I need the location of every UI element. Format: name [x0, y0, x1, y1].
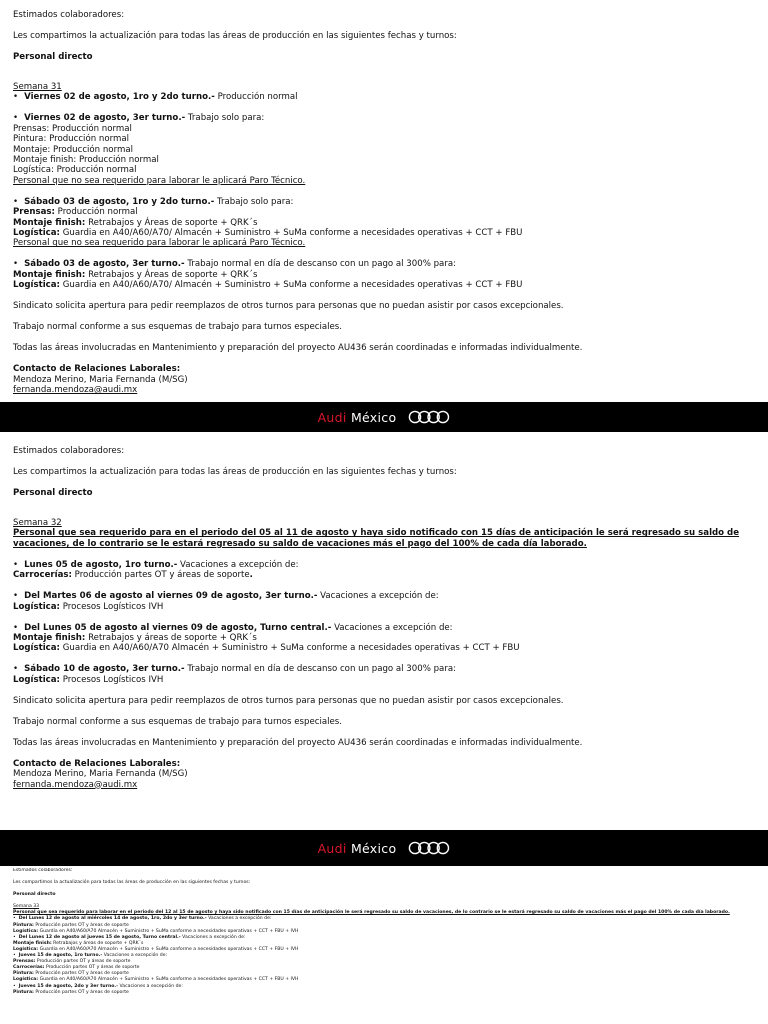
intro: Les compartimos la actualización para todas las áreas de producción en las siguientes fechas y turnos: — [13, 880, 251, 886]
note-line: Personal que no sea requerido para laborar le aplicará Paro Técnico. — [13, 238, 306, 249]
contact-title: Contacto de Relaciones Laborales: — [13, 364, 181, 375]
area-line: Logística: Guardia en A40/A60/A70 Almacén + Suministro + SuMa conforme a necesidades operativas + CCT + FBU — [13, 643, 520, 654]
bullet-item: • Jueves 15 de agosto, 2do y 3er turno.- Vacaciones a excepción de: — [13, 983, 183, 989]
bullet-icon: • — [13, 622, 19, 633]
area-line: Carrocerías: Producción partes OT y áreas de soporte. — [13, 570, 253, 581]
area-line: Montaje: Producción normal — [13, 144, 133, 155]
audi-rings-icon — [408, 410, 450, 424]
bullet-icon: • — [13, 983, 16, 989]
bullet-item: • Del Lunes 12 de agosto al jueves 15 de agosto, Turno central.- Vacaciones a excepción de: — [13, 934, 246, 940]
area-line: Prensas: Producción partes OT y áreas de soporte — [13, 959, 131, 965]
contact-email-link[interactable]: fernanda.mendoza@audi.mx — [13, 385, 138, 396]
week-label: Semana 33 — [13, 904, 40, 910]
bullet-item: • Jueves 15 de agosto, 1ro turno.- Vacaciones a excepción de: — [13, 953, 168, 959]
announcement-week-33 — [13, 868, 758, 1024]
area-line: Logística: Procesos Logísticos IVH — [13, 601, 164, 612]
audi-rings-icon — [408, 841, 450, 855]
bullet-item: • Viernes 02 de agosto, 3er turno.- Trabajo solo para: — [13, 113, 265, 124]
bullet-item: • Sábado 03 de agosto, 3er turno.- Trabajo normal en día de descanso con un pago al 300% para: — [13, 259, 457, 270]
paragraph: Sindicato solicita apertura para pedir reemplazos de otros turnos para personas que no puedan asistir por casos excepcionales. — [13, 695, 564, 706]
brand-wordmark: Audi México — [317, 409, 397, 425]
announcement-week-31 — [13, 10, 758, 396]
week-label: Semana 31 — [13, 82, 62, 92]
paragraph: Trabajo normal conforme a sus esquemas de trabajo para turnos especiales. — [13, 322, 343, 333]
audi-mexico-banner — [0, 402, 768, 432]
bullet-icon: • — [13, 591, 19, 602]
vacation-notice: Personal que sea requerido para en el periodo del 05 al 11 de agosto y haya sido notificado con 15 días de anticipación le será regresado su saldo de vacaciones, de lo contrario se le estará regresado su saldo de vacaciones más el pago del 100% de cada día laborado. — [13, 528, 740, 549]
area-line: Pintura: Producción normal — [13, 134, 129, 145]
note-line: Personal que no sea requerido para laborar le aplicará Paro Técnico. — [13, 175, 306, 186]
area-line: Logística: Guardia en A40/A60/A70 Almacén + Suministro + SuMa conforme a necesidades operativas + CCT + FBU + IVH — [13, 946, 299, 952]
area-line: Montaje finish: Retrabajos y áreas de soporte + QRK´s — [13, 633, 257, 644]
contact-title: Contacto de Relaciones Laborales: — [13, 758, 181, 769]
bullet-item: • Del Lunes 05 de agosto al viernes 09 de agosto, Turno central.- Vacaciones a excepción de: — [13, 622, 453, 633]
area-line: Montaje finish: Retrabajos y Áreas de soporte + QRK´s — [13, 269, 258, 280]
area-line: Logística: Producción normal — [13, 165, 137, 176]
section-heading: Personal directo — [13, 892, 56, 898]
area-line: Prensas: Producción normal — [13, 207, 138, 218]
contact-name: Mendoza Merino, Maria Fernanda (M/SG) — [13, 374, 188, 385]
area-line: Montaje finish: Producción normal — [13, 155, 159, 166]
bullet-icon: • — [13, 559, 19, 570]
bullet-item: • Sábado 03 de agosto, 1ro y 2do turno.- Trabajo solo para: — [13, 196, 294, 207]
bullet-icon: • — [13, 664, 19, 675]
paragraph: Todas las áreas involucradas en Mantenimiento y preparación del proyecto AU436 serán coordinadas e informadas individualmente. — [13, 737, 583, 748]
section-heading: Personal directo — [13, 52, 93, 62]
area-line: Montaje finish: Retrabajos y áreas de soporte + QRK´s — [13, 940, 144, 946]
bullet-icon: • — [13, 953, 16, 959]
audi-mexico-banner — [0, 830, 768, 866]
bullet-item: • Lunes 05 de agosto, 1ro turno.- Vacaciones a excepción de: — [13, 559, 299, 570]
paragraph: Trabajo normal conforme a sus esquemas de trabajo para turnos especiales. — [13, 716, 343, 727]
paragraph: Sindicato solicita apertura para pedir reemplazos de otros turnos para personas que no puedan asistir por casos excepcionales. — [13, 301, 564, 312]
bullet-item: • Del Martes 06 de agosto al viernes 09 de agosto, 3er turno.- Vacaciones a excepción de: — [13, 591, 439, 602]
bullet-icon: • — [13, 92, 19, 103]
greeting: Estimados colaboradores: — [13, 10, 125, 20]
intro: Les compartimos la actualización para todas las áreas de producción en las siguientes fechas y turnos: — [13, 31, 457, 41]
bullet-icon: • — [13, 916, 16, 922]
bullet-item: • Sábado 10 de agosto, 3er turno.- Trabajo normal en día de descanso con un pago al 300% para: — [13, 664, 457, 675]
area-line: Logística: Guardia en A40/A60/A70/ Almacén + Suministro + SuMa conforme a necesidades operativas + CCT + FBU — [13, 280, 523, 291]
announcement-week-32 — [13, 446, 758, 790]
bullet-icon: • — [13, 196, 19, 207]
bullet-item: • Viernes 02 de agosto, 1ro y 2do turno.- Producción normal — [13, 92, 298, 103]
intro: Les compartimos la actualización para todas las áreas de producción en las siguientes fechas y turnos: — [13, 467, 457, 477]
area-line: Logística: Procesos Logísticos IVH — [13, 674, 164, 685]
vacation-notice: Personal que sea requerido para laborar en el periodo del 12 al 15 de agosto y haya sido notificado con 15 días de anticipación le será regresado su saldo de vacaciones, de lo contrario se le estará regresado su saldo de vacaciones más el pago del 100% de cada día laborado. — [13, 910, 730, 916]
area-line: Pintura: Producción partes OT y áreas de soporte — [13, 922, 129, 928]
area-line: Pintura: Producción partes OT y áreas de soporte — [13, 971, 129, 977]
section-heading: Personal directo — [13, 488, 93, 498]
area-line: Carrocerías: Producción partes OT y áreas de soporte — [13, 965, 140, 971]
area-line: Logística: Guardia en A40/A60/A70/ Almacén + Suministro + SuMa conforme a necesidades operativas + CCT + FBU — [13, 228, 523, 239]
bullet-item: • Del Lunes 12 de agosto al miércoles 14 de agosto, 1ro, 2do y 3er turno.- Vacaciones a excepción de: — [13, 916, 272, 922]
week-label: Semana 32 — [13, 518, 62, 528]
area-line: Logística: Guardia en A40/A60/A70 Almacén + Suministro + SuMa conforme a necesidades operativas + CCT + FBU + IVH — [13, 928, 299, 934]
contact-email-link[interactable]: fernanda.mendoza@audi.mx — [13, 779, 138, 790]
contact-name: Mendoza Merino, Maria Fernanda (M/SG) — [13, 769, 188, 780]
bullet-icon: • — [13, 113, 19, 124]
area-line: Montaje finish: Retrabajos y Áreas de soporte + QRK´s — [13, 217, 258, 228]
bullet-icon: • — [13, 259, 19, 270]
area-line: Pintura: Producción partes OT y áreas de soporte — [13, 989, 129, 995]
greeting: Estimados colaboradores: — [13, 446, 125, 456]
bullet-icon: • — [13, 934, 16, 940]
area-line: Prensas: Producción normal — [13, 123, 132, 134]
paragraph: Todas las áreas involucradas en Mantenimiento y preparación del proyecto AU436 serán coordinadas e informadas individualmente. — [13, 343, 583, 354]
area-line: Logística: Guardia en A40/A60/A70 Almacén + Suministro + SuMa conforme a necesidades operativas + CCT + FBU + IVH — [13, 977, 299, 983]
brand-wordmark: Audi México — [317, 840, 397, 856]
greeting: Estimados colaboradores: — [13, 868, 73, 873]
